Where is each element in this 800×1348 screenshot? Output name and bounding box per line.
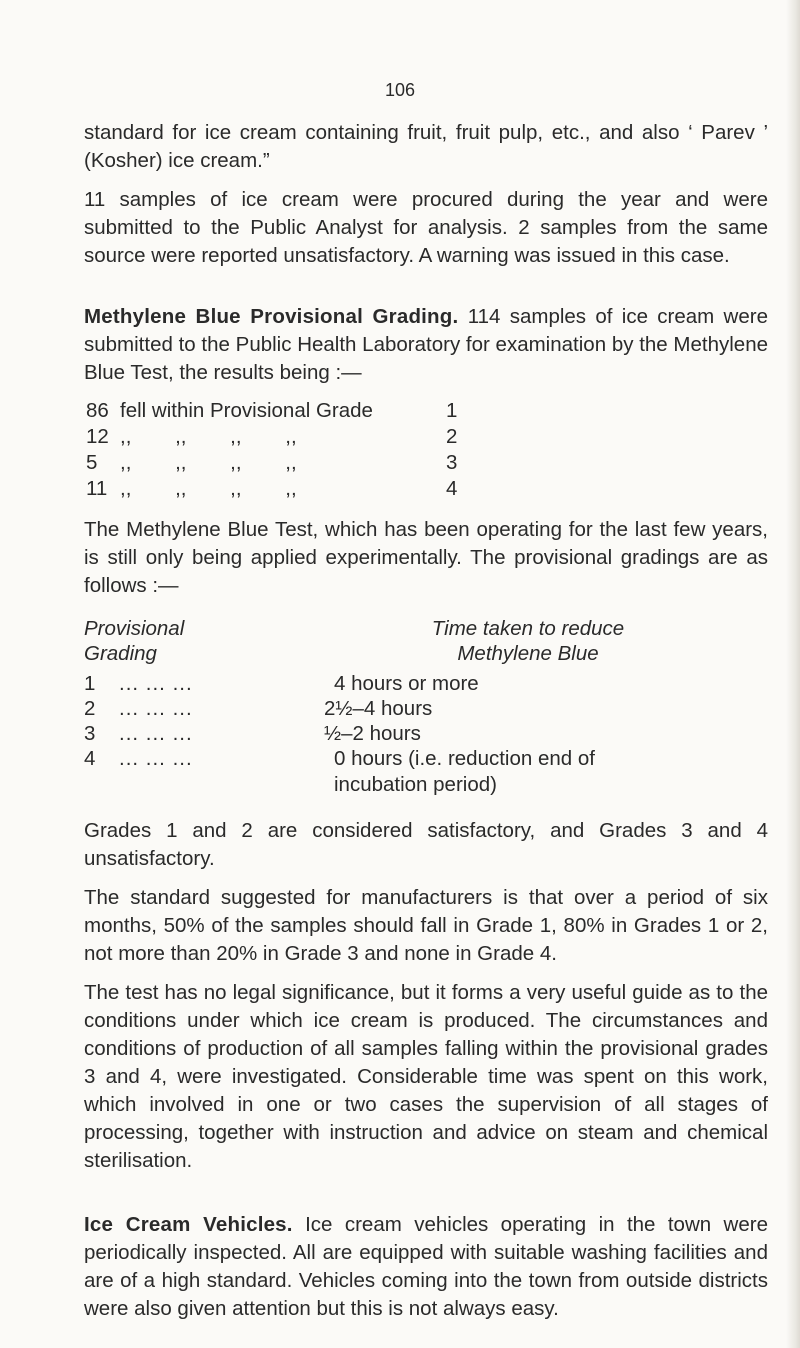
count-grade: 3	[446, 451, 458, 474]
leader-dots: ... ... ...	[119, 747, 193, 770]
grading-row	[84, 696, 768, 721]
vehicles-text: Ice cream vehicles operating in the town were periodically inspected. All are equipped with suitable washing facilities and are of a high standard. Vehicles coming into the town from outside districts were also given attention but this is not always easy.	[84, 1213, 768, 1320]
leader-dots: ... ... ...	[119, 722, 193, 745]
paragraph-samples: 11 samples of ice cream were procured during the year and were submitted to the Public Analyst for analysis. 2 samples from the same source were reported unsatisfactory. A warning was issued in this case.	[84, 188, 768, 267]
paragraph-grades: Grades 1 and 2 are considered satisfactory, and Grades 3 and 4 unsatisfactory.	[84, 819, 768, 870]
ditto-marks: ,, ,, ,, ,,	[120, 477, 297, 500]
leader-dots: ... ... ...	[119, 697, 193, 720]
paragraph-methylene-intro	[84, 303, 768, 387]
count-number: 11	[86, 477, 108, 500]
time-col-header	[378, 616, 678, 666]
count-number: 12	[86, 425, 109, 448]
count-number: 86	[86, 399, 109, 422]
paragraph-standard: The standard suggested for manufacturers is that over a period of six months, 50% of the samples should fall in Grade 1, 80% in Grades 1 or 2, not more than 20% in Grade 3 and none in Grade 4.	[84, 886, 768, 965]
methylene-intro-text: 114 samples of ice cream were submitted to the Public Health Laboratory for examination by the Methylene Blue Test, the results being :—	[84, 305, 768, 384]
paragraph-methylene-test: The Methylene Blue Test, which has been operating for the last few years, is still only being applied experimentally. The provisional gradings are as follows :—	[84, 518, 768, 597]
ditto-marks: ,, ,, ,, ,,	[120, 451, 297, 474]
count-number: 5	[86, 451, 98, 474]
grade-count-row	[86, 424, 768, 450]
time-cell-continuation: incubation period)	[334, 773, 497, 796]
header-line: Methylene Blue	[457, 642, 599, 665]
grading-row	[84, 746, 768, 771]
page-number: 106	[384, 80, 416, 100]
grade-cell: 2	[84, 697, 96, 720]
time-cell: 4 hours or more	[334, 672, 479, 695]
page-edge-shadow	[786, 0, 800, 1348]
grading-col-header	[84, 616, 184, 666]
paragraph-continuation: standard for ice cream containing fruit, fruit pulp, etc., and also ‘ Parev ’ (Kosher) ice cream.”	[84, 121, 768, 172]
count-grade: 1	[446, 399, 458, 422]
count-grade: 4	[446, 477, 458, 500]
heading-ice-cream-vehicles: Ice Cream Vehicles.	[84, 1213, 293, 1236]
document-page	[84, 82, 768, 1323]
heading-methylene-blue: Methylene Blue Provisional Grading.	[84, 305, 459, 328]
leader-dots: ... ... ...	[119, 672, 193, 695]
grade-cell: 4	[84, 747, 96, 770]
grade-count-row	[86, 476, 768, 502]
grading-row	[84, 671, 768, 696]
time-cell: 2½–4 hours	[324, 697, 433, 720]
paragraph-legal: The test has no legal significance, but it forms a very useful guide as to the conditions under which ice cream is produced. The circumstances and conditions of production of all samples falling within the provisional grades 3 and 4, were investigated. Considerable time was spent on this work, which involved in one or two cases the supervision of all stages of processing, together with instruction and advice on steam and chemical sterilisation.	[84, 981, 768, 1172]
header-line: Provisional	[84, 617, 185, 640]
grade-cell: 1	[84, 672, 96, 695]
grade-count-row	[86, 450, 768, 476]
header-line: Time taken to reduce	[431, 617, 625, 640]
time-cell: 0 hours (i.e. reduction end of	[334, 747, 595, 770]
grading-row	[84, 721, 768, 746]
grading-table	[84, 616, 768, 770]
grade-cell: 3	[84, 722, 96, 745]
grade-count-row	[86, 398, 768, 424]
count-text: fell within Provisional Grade	[120, 399, 373, 422]
paragraph-vehicles	[84, 1211, 768, 1323]
count-grade: 2	[446, 425, 458, 448]
header-line: Grading	[84, 642, 157, 665]
ditto-marks: ,, ,, ,, ,,	[120, 425, 297, 448]
grade-counts-list	[86, 398, 768, 502]
time-cell: ½–2 hours	[324, 722, 421, 745]
